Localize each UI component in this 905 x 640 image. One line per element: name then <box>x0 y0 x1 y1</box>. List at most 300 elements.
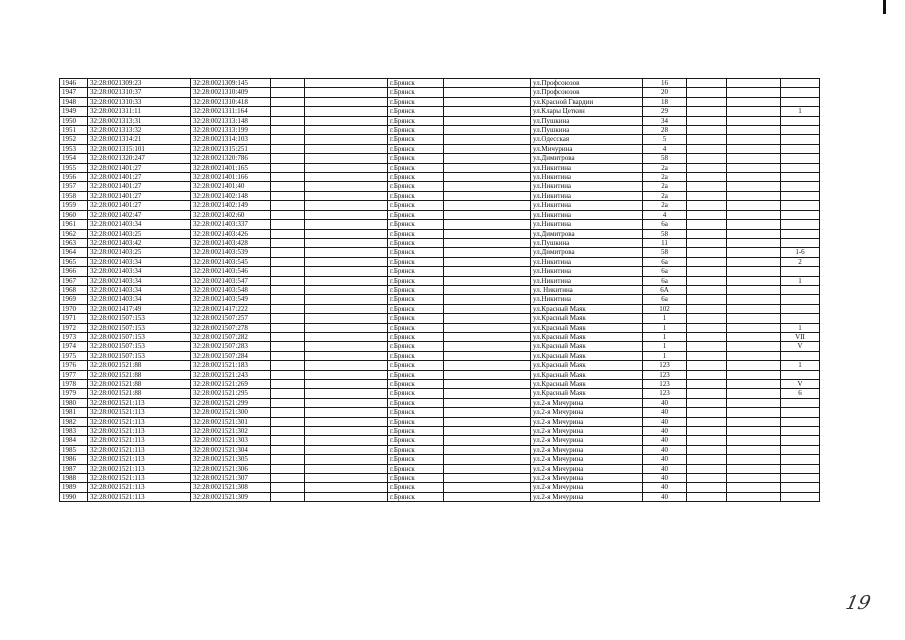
empty-cell <box>444 257 531 266</box>
empty-cell <box>305 408 388 417</box>
empty-cell <box>444 267 531 276</box>
empty-cell <box>305 173 388 182</box>
apartment-cell: VII <box>781 332 820 341</box>
cadastral-block-cell: 32:28:0021403:34 <box>88 257 191 266</box>
cadastral-number-cell: 32:28:0021417:222 <box>191 304 271 313</box>
cadastral-number-cell: 32:28:0021314:103 <box>191 135 271 144</box>
empty-cell <box>271 163 305 172</box>
table-row <box>60 295 820 304</box>
empty-cell <box>305 389 388 398</box>
empty-cell <box>271 126 305 135</box>
apartment-cell: V <box>781 342 820 351</box>
empty-cell <box>444 144 531 153</box>
empty-cell <box>271 304 305 313</box>
city-cell: г.Брянск <box>388 229 444 238</box>
house-number-cell: 40 <box>643 436 687 445</box>
house-number-cell: 6а <box>643 257 687 266</box>
row-number-cell: 1947 <box>60 88 88 97</box>
empty-cell <box>271 427 305 436</box>
row-number-cell: 1967 <box>60 276 88 285</box>
empty-cell <box>687 427 727 436</box>
table-row <box>60 257 820 266</box>
street-cell: ул.Одесская <box>531 135 643 144</box>
city-cell: г.Брянск <box>388 248 444 257</box>
cadastral-block-cell: 32:28:0021403:25 <box>88 248 191 257</box>
empty-cell <box>305 455 388 464</box>
cadastral-block-cell: 32:28:0021401:27 <box>88 173 191 182</box>
city-cell: г.Брянск <box>388 427 444 436</box>
table-row <box>60 285 820 294</box>
empty-cell <box>305 135 388 144</box>
row-number-cell: 1986 <box>60 455 88 464</box>
table-row <box>60 445 820 454</box>
empty-cell <box>444 229 531 238</box>
table-row <box>60 144 820 153</box>
city-cell: г.Брянск <box>388 323 444 332</box>
table-row <box>60 173 820 182</box>
empty-cell <box>271 210 305 219</box>
empty-cell <box>305 464 388 473</box>
city-cell: г.Брянск <box>388 389 444 398</box>
house-number-cell: 1 <box>643 351 687 360</box>
cadastral-block-cell: 32:28:0021521:113 <box>88 492 191 501</box>
cadastral-block-cell: 32:28:0021401:27 <box>88 182 191 191</box>
row-number-cell: 1972 <box>60 323 88 332</box>
empty-cell <box>271 436 305 445</box>
empty-cell <box>687 79 727 88</box>
cadastral-number-cell: 32:28:0021521:243 <box>191 370 271 379</box>
empty-cell <box>444 314 531 323</box>
table-row <box>60 351 820 360</box>
city-cell: г.Брянск <box>388 135 444 144</box>
empty-cell <box>687 97 727 106</box>
city-cell: г.Брянск <box>388 314 444 323</box>
street-cell: ул.2-я Мичурина <box>531 492 643 501</box>
cadastral-number-cell: 32:28:0021521:269 <box>191 380 271 389</box>
row-number-cell: 1988 <box>60 474 88 483</box>
apartment-cell <box>781 135 820 144</box>
cadastral-number-cell: 32:28:0021521:295 <box>191 389 271 398</box>
empty-cell <box>727 408 781 417</box>
empty-cell <box>305 417 388 426</box>
apartment-cell <box>781 97 820 106</box>
house-number-cell: 1 <box>643 314 687 323</box>
street-cell: ул.Никитина <box>531 220 643 229</box>
apartment-cell <box>781 455 820 464</box>
empty-cell <box>687 398 727 407</box>
cadastral-number-cell: 32:28:0021521:300 <box>191 408 271 417</box>
empty-cell <box>271 455 305 464</box>
cadastral-number-cell: 32:28:0021507:278 <box>191 323 271 332</box>
house-number-cell: 2а <box>643 201 687 210</box>
empty-cell <box>271 135 305 144</box>
empty-cell <box>727 285 781 294</box>
house-number-cell: 29 <box>643 107 687 116</box>
cadastral-block-cell: 32:28:0021521:113 <box>88 398 191 407</box>
row-number-cell: 1952 <box>60 135 88 144</box>
apartment-cell <box>781 267 820 276</box>
empty-cell <box>687 351 727 360</box>
cadastral-block-cell: 32:28:0021313:32 <box>88 126 191 135</box>
empty-cell <box>305 182 388 191</box>
table-row <box>60 342 820 351</box>
house-number-cell: 28 <box>643 126 687 135</box>
apartment-cell <box>781 285 820 294</box>
table-row <box>60 220 820 229</box>
empty-cell <box>727 220 781 229</box>
row-number-cell: 1984 <box>60 436 88 445</box>
empty-cell <box>687 455 727 464</box>
empty-cell <box>271 267 305 276</box>
table-row <box>60 126 820 135</box>
cadastral-block-cell: 32:28:0021403:25 <box>88 229 191 238</box>
empty-cell <box>687 370 727 379</box>
city-cell: г.Брянск <box>388 380 444 389</box>
cadastral-block-cell: 32:28:0021403:42 <box>88 238 191 247</box>
row-number-cell: 1962 <box>60 229 88 238</box>
empty-cell <box>444 182 531 191</box>
empty-cell <box>444 173 531 182</box>
cadastral-number-cell: 32:28:0021403:337 <box>191 220 271 229</box>
city-cell: г.Брянск <box>388 304 444 313</box>
apartment-cell: 1-6 <box>781 248 820 257</box>
cadastral-number-cell: 32:28:0021309:145 <box>191 79 271 88</box>
empty-cell <box>727 97 781 106</box>
empty-cell <box>305 295 388 304</box>
empty-cell <box>305 445 388 454</box>
city-cell: г.Брянск <box>388 474 444 483</box>
city-cell: г.Брянск <box>388 445 444 454</box>
city-cell: г.Брянск <box>388 332 444 341</box>
empty-cell <box>444 445 531 454</box>
street-cell: ул.Красный Маяк <box>531 342 643 351</box>
cadastral-number-cell: 32:28:0021521:302 <box>191 427 271 436</box>
apartment-cell <box>781 144 820 153</box>
cadastral-number-cell: 32:28:0021403:546 <box>191 267 271 276</box>
empty-cell <box>687 323 727 332</box>
street-cell: ул.Клары Цеткин <box>531 107 643 116</box>
house-number-cell: 40 <box>643 445 687 454</box>
street-cell: ул.Никитина <box>531 173 643 182</box>
empty-cell <box>444 323 531 332</box>
empty-cell <box>305 492 388 501</box>
table-row <box>60 88 820 97</box>
street-cell: ул.Красный Маяк <box>531 361 643 370</box>
empty-cell <box>271 389 305 398</box>
row-number-cell: 1960 <box>60 210 88 219</box>
street-cell: ул.Никитина <box>531 191 643 200</box>
empty-cell <box>727 210 781 219</box>
house-number-cell: 1 <box>643 332 687 341</box>
street-cell: ул.Красный Маяк <box>531 332 643 341</box>
city-cell: г.Брянск <box>388 107 444 116</box>
row-number-cell: 1966 <box>60 267 88 276</box>
empty-cell <box>444 427 531 436</box>
table-row <box>60 323 820 332</box>
empty-cell <box>687 464 727 473</box>
empty-cell <box>727 455 781 464</box>
street-cell: ул. Никитина <box>531 285 643 294</box>
house-number-cell: 40 <box>643 455 687 464</box>
empty-cell <box>687 144 727 153</box>
row-number-cell: 1971 <box>60 314 88 323</box>
cadastral-number-cell: 32:28:0021507:282 <box>191 332 271 341</box>
row-number-cell: 1976 <box>60 361 88 370</box>
apartment-cell <box>781 229 820 238</box>
cadastral-block-cell: 32:28:0021311:11 <box>88 107 191 116</box>
city-cell: г.Брянск <box>388 370 444 379</box>
empty-cell <box>305 436 388 445</box>
apartment-cell: 1 <box>781 323 820 332</box>
empty-cell <box>444 220 531 229</box>
house-number-cell: 1 <box>643 342 687 351</box>
apartment-cell <box>781 464 820 473</box>
cadastral-block-cell: 32:28:0021521:88 <box>88 380 191 389</box>
cadastral-block-cell: 32:28:0021313:31 <box>88 116 191 125</box>
row-number-cell: 1974 <box>60 342 88 351</box>
registry-table <box>59 78 820 502</box>
empty-cell <box>305 191 388 200</box>
city-cell: г.Брянск <box>388 201 444 210</box>
table-row <box>60 97 820 106</box>
cadastral-number-cell: 32:28:0021521:306 <box>191 464 271 473</box>
empty-cell <box>727 191 781 200</box>
empty-cell <box>271 276 305 285</box>
city-cell: г.Брянск <box>388 210 444 219</box>
cadastral-block-cell: 32:28:0021507:153 <box>88 323 191 332</box>
apartment-cell <box>781 163 820 172</box>
row-number-cell: 1965 <box>60 257 88 266</box>
street-cell: ул.Никитина <box>531 210 643 219</box>
empty-cell <box>271 88 305 97</box>
empty-cell <box>727 389 781 398</box>
cadastral-block-cell: 32:28:0021507:153 <box>88 342 191 351</box>
apartment-cell: 1 <box>781 276 820 285</box>
empty-cell <box>687 361 727 370</box>
cadastral-number-cell: 32:28:0021402:148 <box>191 191 271 200</box>
row-number-cell: 1977 <box>60 370 88 379</box>
page-number: 19 <box>843 592 873 614</box>
empty-cell <box>727 163 781 172</box>
empty-cell <box>271 492 305 501</box>
table-row <box>60 154 820 163</box>
empty-cell <box>271 398 305 407</box>
house-number-cell: 1 <box>643 323 687 332</box>
empty-cell <box>444 154 531 163</box>
empty-cell <box>271 220 305 229</box>
row-number-cell: 1956 <box>60 173 88 182</box>
cadastral-number-cell: 32:28:0021403:428 <box>191 238 271 247</box>
row-number-cell: 1982 <box>60 417 88 426</box>
empty-cell <box>727 427 781 436</box>
street-cell: ул.Никитина <box>531 163 643 172</box>
street-cell: ул.Красный Маяк <box>531 380 643 389</box>
empty-cell <box>727 116 781 125</box>
empty-cell <box>727 342 781 351</box>
empty-cell <box>727 492 781 501</box>
street-cell: ул.Димитрова <box>531 154 643 163</box>
apartment-cell <box>781 238 820 247</box>
empty-cell <box>305 210 388 219</box>
apartment-cell <box>781 398 820 407</box>
row-number-cell: 1978 <box>60 380 88 389</box>
city-cell: г.Брянск <box>388 455 444 464</box>
empty-cell <box>727 483 781 492</box>
empty-cell <box>444 163 531 172</box>
table-row <box>60 304 820 313</box>
empty-cell <box>687 389 727 398</box>
cadastral-number-cell: 32:28:0021403:539 <box>191 248 271 257</box>
house-number-cell: 40 <box>643 427 687 436</box>
house-number-cell: 4 <box>643 144 687 153</box>
empty-cell <box>271 408 305 417</box>
empty-cell <box>444 88 531 97</box>
house-number-cell: 2а <box>643 182 687 191</box>
empty-cell <box>444 135 531 144</box>
empty-cell <box>687 295 727 304</box>
empty-cell <box>687 492 727 501</box>
apartment-cell <box>781 436 820 445</box>
empty-cell <box>727 135 781 144</box>
empty-cell <box>271 417 305 426</box>
street-cell: ул.Красный Маяк <box>531 370 643 379</box>
empty-cell <box>271 116 305 125</box>
empty-cell <box>687 173 727 182</box>
cadastral-number-cell: 32:28:0021311:164 <box>191 107 271 116</box>
apartment-cell <box>781 314 820 323</box>
cadastral-number-cell: 32:28:0021310:418 <box>191 97 271 106</box>
house-number-cell: 40 <box>643 492 687 501</box>
empty-cell <box>727 88 781 97</box>
apartment-cell <box>781 295 820 304</box>
cadastral-number-cell: 32:28:0021313:148 <box>191 116 271 125</box>
row-number-cell: 1968 <box>60 285 88 294</box>
house-number-cell: 40 <box>643 474 687 483</box>
city-cell: г.Брянск <box>388 417 444 426</box>
street-cell: ул.2-я Мичурина <box>531 474 643 483</box>
table-row <box>60 408 820 417</box>
empty-cell <box>305 116 388 125</box>
table-row <box>60 380 820 389</box>
empty-cell <box>305 323 388 332</box>
house-number-cell: 20 <box>643 88 687 97</box>
cadastral-number-cell: 32:28:0021402:149 <box>191 201 271 210</box>
empty-cell <box>305 154 388 163</box>
table-row <box>60 163 820 172</box>
empty-cell <box>687 257 727 266</box>
empty-cell <box>444 285 531 294</box>
street-cell: ул.Красной Гвардии <box>531 97 643 106</box>
empty-cell <box>305 238 388 247</box>
empty-cell <box>271 314 305 323</box>
cadastral-block-cell: 32:28:0021314:21 <box>88 135 191 144</box>
city-cell: г.Брянск <box>388 276 444 285</box>
cadastral-number-cell: 32:28:0021313:199 <box>191 126 271 135</box>
empty-cell <box>727 79 781 88</box>
empty-cell <box>687 408 727 417</box>
cadastral-block-cell: 32:28:0021521:113 <box>88 455 191 464</box>
city-cell: г.Брянск <box>388 126 444 135</box>
cadastral-block-cell: 32:28:0021521:113 <box>88 408 191 417</box>
house-number-cell: 58 <box>643 248 687 257</box>
street-cell: ул.2-я Мичурина <box>531 417 643 426</box>
apartment-cell <box>781 351 820 360</box>
house-number-cell: 40 <box>643 483 687 492</box>
empty-cell <box>271 361 305 370</box>
city-cell: г.Брянск <box>388 342 444 351</box>
cadastral-block-cell: 32:28:0021521:113 <box>88 445 191 454</box>
empty-cell <box>305 398 388 407</box>
cadastral-block-cell: 32:28:0021521:113 <box>88 464 191 473</box>
cadastral-number-cell: 32:28:0021521:307 <box>191 474 271 483</box>
cadastral-block-cell: 32:28:0021403:34 <box>88 267 191 276</box>
empty-cell <box>271 248 305 257</box>
apartment-cell <box>781 173 820 182</box>
cadastral-number-cell: 32:28:0021521:183 <box>191 361 271 370</box>
cadastral-number-cell: 32:28:0021507:284 <box>191 351 271 360</box>
house-number-cell: 58 <box>643 229 687 238</box>
empty-cell <box>444 97 531 106</box>
house-number-cell: 123 <box>643 361 687 370</box>
cadastral-block-cell: 32:28:0021309:23 <box>88 79 191 88</box>
empty-cell <box>727 380 781 389</box>
empty-cell <box>271 238 305 247</box>
city-cell: г.Брянск <box>388 116 444 125</box>
row-number-cell: 1963 <box>60 238 88 247</box>
cadastral-number-cell: 32:28:0021320:786 <box>191 154 271 163</box>
empty-cell <box>305 474 388 483</box>
table-row <box>60 474 820 483</box>
row-number-cell: 1980 <box>60 398 88 407</box>
apartment-cell <box>781 126 820 135</box>
empty-cell <box>271 332 305 341</box>
empty-cell <box>271 182 305 191</box>
row-number-cell: 1948 <box>60 97 88 106</box>
empty-cell <box>687 210 727 219</box>
street-cell: ул.Никитина <box>531 267 643 276</box>
cadastral-block-cell: 32:28:0021521:88 <box>88 389 191 398</box>
empty-cell <box>444 210 531 219</box>
empty-cell <box>687 107 727 116</box>
city-cell: г.Брянск <box>388 398 444 407</box>
empty-cell <box>305 79 388 88</box>
city-cell: г.Брянск <box>388 464 444 473</box>
cadastral-block-cell: 32:28:0021403:34 <box>88 276 191 285</box>
table-row <box>60 135 820 144</box>
empty-cell <box>687 436 727 445</box>
cadastral-number-cell: 32:28:0021315:251 <box>191 144 271 153</box>
apartment-cell <box>781 427 820 436</box>
cadastral-number-cell: 32:28:0021521:304 <box>191 445 271 454</box>
street-cell: ул.2-я Мичурина <box>531 408 643 417</box>
city-cell: г.Брянск <box>388 351 444 360</box>
row-number-cell: 1973 <box>60 332 88 341</box>
empty-cell <box>727 201 781 210</box>
cadastral-block-cell: 32:28:0021403:34 <box>88 285 191 294</box>
empty-cell <box>444 408 531 417</box>
empty-cell <box>305 220 388 229</box>
empty-cell <box>444 79 531 88</box>
empty-cell <box>727 370 781 379</box>
cadastral-block-cell: 32:28:0021403:34 <box>88 220 191 229</box>
table-row <box>60 182 820 191</box>
empty-cell <box>305 144 388 153</box>
empty-cell <box>271 144 305 153</box>
table-row <box>60 332 820 341</box>
cadastral-number-cell: 32:28:0021521:308 <box>191 483 271 492</box>
empty-cell <box>444 474 531 483</box>
empty-cell <box>305 285 388 294</box>
